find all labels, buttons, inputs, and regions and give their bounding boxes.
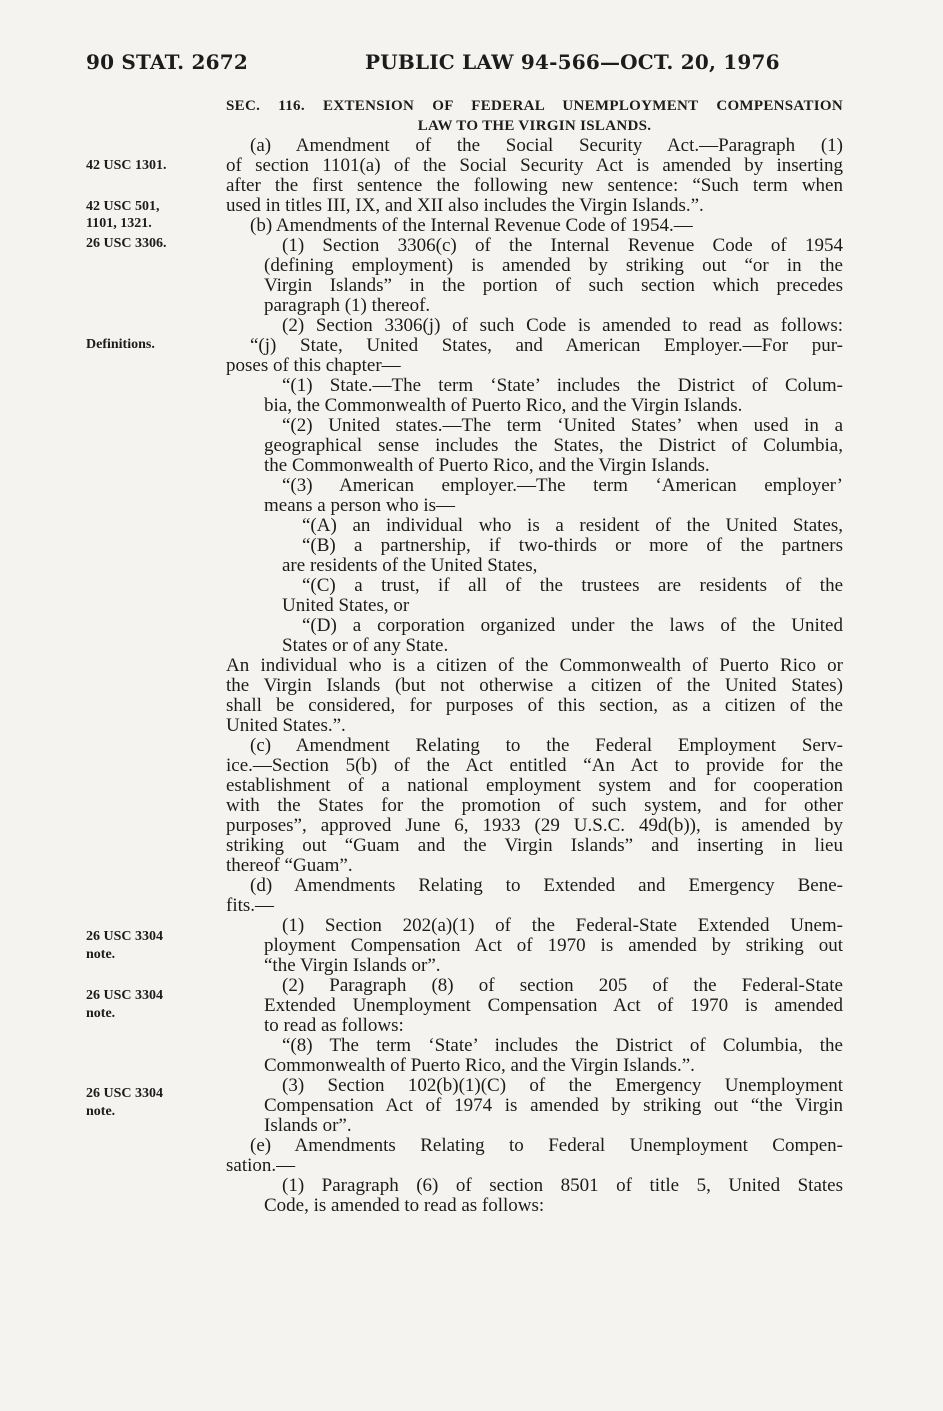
text-line: (c) Amendment Relating to the Federal Employment Serv- bbox=[250, 735, 843, 756]
text-line: “(j) State, United States, and American Employer.—For pur- bbox=[250, 335, 843, 356]
text-line: used in titles III, IX, and XII also includes the Virgin Islands.”. bbox=[226, 195, 704, 216]
text-line: (1) Paragraph (6) of section 8501 of title 5, United States bbox=[282, 1175, 843, 1196]
text-line: Virgin Islands” in the portion of such section which precedes bbox=[264, 275, 843, 296]
text-line: “(1) State.—The term ‘State’ includes the District of Colum- bbox=[282, 375, 843, 396]
text-line: paragraph (1) thereof. bbox=[264, 295, 431, 316]
text-line: “(8) The term ‘State’ includes the District of Columbia, the bbox=[282, 1035, 843, 1056]
text-line: Code, is amended to read as follows: bbox=[264, 1195, 545, 1216]
text-line: geographical sense includes the States, the District of Columbia, bbox=[264, 435, 843, 456]
text-line: (defining employment) is amended by striking out “or in the bbox=[264, 255, 843, 276]
text-line: ice.—Section 5(b) of the Act entitled “An Act to provide for the bbox=[226, 755, 843, 776]
text-line: of section 1101(a) of the Social Security Act is amended by inserting bbox=[226, 155, 843, 176]
text-line: United States.”. bbox=[226, 715, 346, 736]
public-law-header: PUBLIC LAW 94-566—OCT. 20, 1976 bbox=[365, 50, 780, 74]
text-line: the Virgin Islands (but not otherwise a citizen of the United States) bbox=[226, 675, 843, 696]
text-line: means a person who is— bbox=[264, 495, 456, 516]
text-line: ployment Compensation Act of 1970 is amended by striking out bbox=[264, 935, 843, 956]
margin-note: 26 USC 3304 bbox=[86, 929, 164, 944]
text-line: thereof “Guam”. bbox=[226, 855, 353, 876]
text-line: (3) Section 102(b)(1)(C) of the Emergency Unemployment bbox=[282, 1075, 843, 1096]
text-line: Islands or”. bbox=[264, 1115, 352, 1136]
margin-note: 26 USC 3306. bbox=[86, 236, 167, 251]
margin-note: 42 USC 1301. bbox=[86, 158, 167, 173]
margin-note: note. bbox=[86, 1104, 116, 1119]
text-line: “(C) a trust, if all of the trustees are residents of the bbox=[302, 575, 843, 596]
text-line: (d) Amendments Relating to Extended and Emergency Bene- bbox=[250, 875, 843, 896]
text-line: establishment of a national employment system and for cooperation bbox=[226, 775, 843, 796]
margin-note: 26 USC 3304 bbox=[86, 1086, 164, 1101]
text-line: (1) Section 3306(c) of the Internal Revenue Code of 1954 bbox=[282, 235, 843, 256]
text-line: “(B) a partnership, if two-thirds or more of the partners bbox=[302, 535, 843, 556]
text-line: are residents of the United States, bbox=[282, 555, 538, 576]
margin-note: note. bbox=[86, 1006, 116, 1021]
text-line: the Commonwealth of Puerto Rico, and the Virgin Islands. bbox=[264, 455, 710, 476]
section-116-text bbox=[226, 96, 843, 1216]
text-line: “(A) an individual who is a resident of the United States, bbox=[302, 515, 843, 536]
text-line: striking out “Guam and the Virgin Islands” and inserting in lieu bbox=[226, 835, 843, 856]
text-line: bia, the Commonwealth of Puerto Rico, and the Virgin Islands. bbox=[264, 395, 743, 416]
text-line: States or of any State. bbox=[282, 635, 449, 656]
margin-note: 42 USC 501, bbox=[86, 199, 160, 214]
text-line: “(D) a corporation organized under the laws of the United bbox=[302, 615, 843, 636]
text-line: purposes”, approved June 6, 1933 (29 U.S.C. 49d(b)), is amended by bbox=[226, 815, 843, 836]
text-line: (1) Section 202(a)(1) of the Federal-State Extended Unem- bbox=[282, 915, 843, 936]
margin-note: 26 USC 3304 bbox=[86, 988, 164, 1003]
text-line: fits.— bbox=[226, 895, 275, 916]
text-line: Extended Unemployment Compensation Act of 1970 is amended bbox=[264, 995, 843, 1016]
margin-note: 1101, 1321. bbox=[86, 216, 152, 231]
text-line: to read as follows: bbox=[264, 1015, 404, 1036]
text-line: with the States for the promotion of such system, and for other bbox=[226, 795, 843, 816]
margin-note: Definitions. bbox=[86, 337, 155, 352]
text-line: shall be considered, for purposes of this section, as a citizen of the bbox=[226, 695, 843, 716]
text-line: (b) Amendments of the Internal Revenue Code of 1954.— bbox=[250, 215, 693, 236]
text-line: “(2) United states.—The term ‘United States’ when used in a bbox=[282, 415, 843, 436]
section-heading: SEC. 116. EXTENSION OF FEDERAL UNEMPLOYMENT COMPENSATION bbox=[226, 98, 843, 114]
text-line: An individual who is a citizen of the Commonwealth of Puerto Rico or bbox=[226, 655, 843, 676]
text-line: poses of this chapter— bbox=[226, 355, 401, 376]
text-line: (e) Amendments Relating to Federal Unemployment Compen- bbox=[250, 1135, 843, 1156]
stat-page-number: 90 STAT. 2672 bbox=[86, 50, 248, 74]
text-line: Compensation Act of 1974 is amended by striking out “the Virgin bbox=[264, 1095, 843, 1116]
text-line: after the first sentence the following new sentence: “Such term when bbox=[226, 175, 843, 196]
section-heading: LAW TO THE VIRGIN ISLANDS. bbox=[417, 118, 652, 134]
text-line: Commonwealth of Puerto Rico, and the Virgin Islands.”. bbox=[264, 1055, 695, 1076]
text-line: (a) Amendment of the Social Security Act.—Paragraph (1) bbox=[250, 135, 843, 156]
text-line: (2) Paragraph (8) of section 205 of the Federal-State bbox=[282, 975, 843, 996]
margin-note: note. bbox=[86, 947, 116, 962]
text-line: “the Virgin Islands or”. bbox=[264, 955, 441, 976]
text-line: United States, or bbox=[282, 595, 410, 616]
text-line: “(3) American employer.—The term ‘American employer’ bbox=[282, 475, 843, 496]
text-line: sation.— bbox=[226, 1155, 296, 1176]
text-line: (2) Section 3306(j) of such Code is amended to read as follows: bbox=[282, 315, 843, 336]
